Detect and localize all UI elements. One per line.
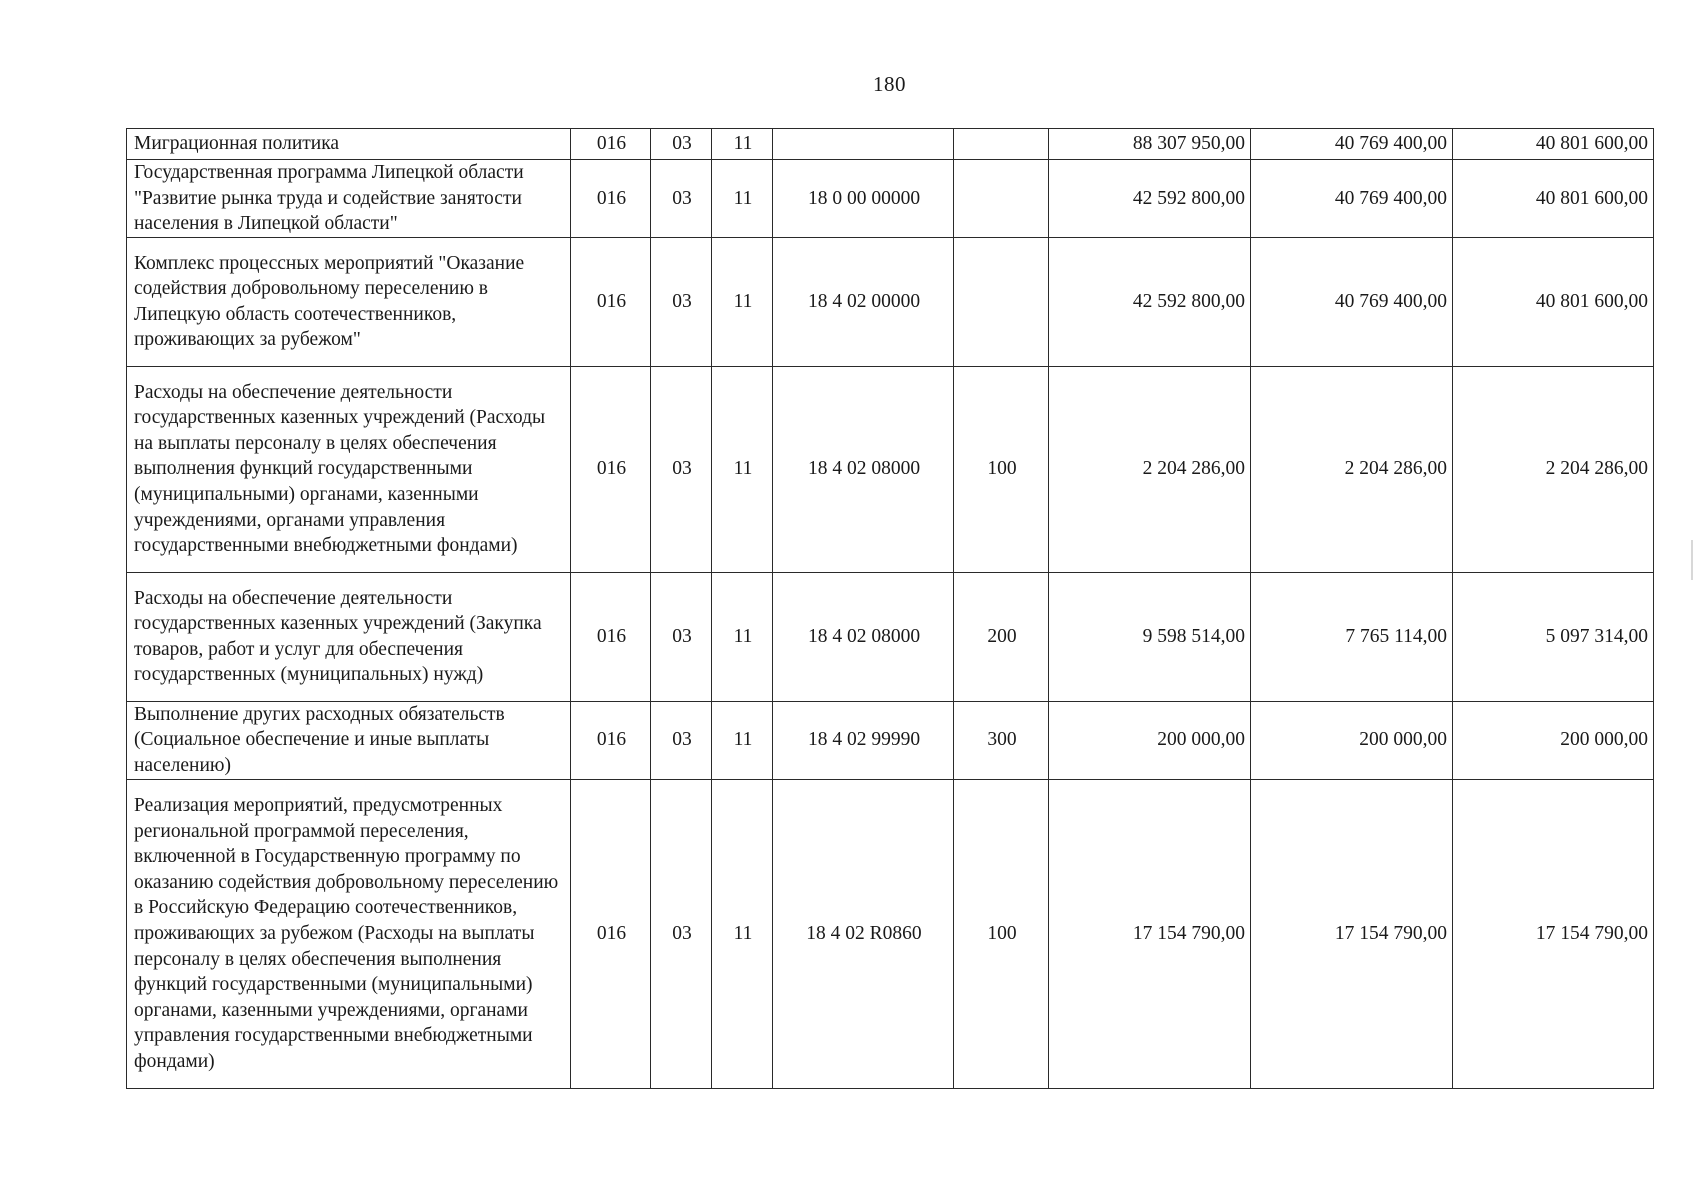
row-name: Миграционная политика [127,129,571,160]
amount-year-3: 40 801 600,00 [1453,160,1654,238]
amount-year-1: 17 154 790,00 [1049,779,1251,1088]
amount-year-2: 17 154 790,00 [1251,779,1453,1088]
amount-year-2: 200 000,00 [1251,701,1453,779]
amount-year-2: 40 769 400,00 [1251,129,1453,160]
section-code: 03 [651,701,712,779]
row-name: Расходы на обеспечение деятельности государственных казенных учреждений (Закупка товаров, работ и услуг для обеспечения государственных (муниципальных) нужд) [127,572,571,701]
row-name: Расходы на обеспечение деятельности государственных казенных учреждений (Расходы на выплаты персоналу в целях обеспечения выполнения функций государственными (муниципальными) органами, казенными учреждениями, органами управления государственными внебюджетными фондами) [127,366,571,572]
ministry-code: 016 [571,366,651,572]
amount-year-1: 88 307 950,00 [1049,129,1251,160]
expense-type-code [954,129,1049,160]
subsection-code: 11 [712,366,773,572]
section-code: 03 [651,779,712,1088]
amount-year-1: 42 592 800,00 [1049,160,1251,238]
amount-year-2: 2 204 286,00 [1251,366,1453,572]
target-item-code: 18 4 02 R0860 [773,779,954,1088]
target-item-code: 18 0 00 00000 [773,160,954,238]
section-code: 03 [651,366,712,572]
amount-year-1: 2 204 286,00 [1049,366,1251,572]
ministry-code: 016 [571,572,651,701]
table-row [127,129,1654,160]
target-item-code [773,129,954,160]
row-name: Выполнение других расходных обязательств (Социальное обеспечение и иные выплаты населению) [127,701,571,779]
ministry-code: 016 [571,129,651,160]
expense-type-code [954,160,1049,238]
amount-year-3: 40 801 600,00 [1453,237,1654,366]
target-item-code: 18 4 02 99990 [773,701,954,779]
amount-year-2: 7 765 114,00 [1251,572,1453,701]
amount-year-3: 2 204 286,00 [1453,366,1654,572]
target-item-code: 18 4 02 08000 [773,366,954,572]
amount-year-3: 200 000,00 [1453,701,1654,779]
section-code: 03 [651,237,712,366]
budget-table [126,128,1654,1089]
amount-year-1: 200 000,00 [1049,701,1251,779]
amount-year-2: 40 769 400,00 [1251,160,1453,238]
subsection-code: 11 [712,237,773,366]
table-row [127,701,1654,779]
ministry-code: 016 [571,160,651,238]
subsection-code: 11 [712,129,773,160]
ministry-code: 016 [571,237,651,366]
amount-year-3: 5 097 314,00 [1453,572,1654,701]
expense-type-code: 200 [954,572,1049,701]
subsection-code: 11 [712,779,773,1088]
expense-type-code: 300 [954,701,1049,779]
amount-year-3: 17 154 790,00 [1453,779,1654,1088]
row-name: Реализация мероприятий, предусмотренных региональной программой переселения, включенной в Государственную программу по оказанию содействия добровольному переселению в Российскую Федерацию соотечественников, проживающих за рубежом (Расходы на выплаты персоналу в целях обеспечения выполнения функций государственными (муниципальными) органами, казенными учреждениями, органами управления государственными внебюджетными фондами) [127,779,571,1088]
amount-year-1: 42 592 800,00 [1049,237,1251,366]
ministry-code: 016 [571,701,651,779]
table-row [127,572,1654,701]
expense-type-code: 100 [954,366,1049,572]
expense-type-code: 100 [954,779,1049,1088]
amount-year-3: 40 801 600,00 [1453,129,1654,160]
row-name: Государственная программа Липецкой области "Развитие рынка труда и содействие занятости населения в Липецкой области" [127,160,571,238]
table-row [127,366,1654,572]
row-name: Комплекс процессных мероприятий "Оказание содействия добровольному переселению в Липецкую область соотечественников, проживающих за рубежом" [127,237,571,366]
target-item-code: 18 4 02 08000 [773,572,954,701]
subsection-code: 11 [712,572,773,701]
scan-artifact-line [1691,540,1693,580]
section-code: 03 [651,160,712,238]
table-row [127,237,1654,366]
subsection-code: 11 [712,701,773,779]
table-row [127,779,1654,1088]
table-row [127,160,1654,238]
expense-type-code [954,237,1049,366]
target-item-code: 18 4 02 00000 [773,237,954,366]
subsection-code: 11 [712,160,773,238]
amount-year-2: 40 769 400,00 [1251,237,1453,366]
section-code: 03 [651,572,712,701]
ministry-code: 016 [571,779,651,1088]
section-code: 03 [651,129,712,160]
page-number: 180 [873,72,906,96]
amount-year-1: 9 598 514,00 [1049,572,1251,701]
